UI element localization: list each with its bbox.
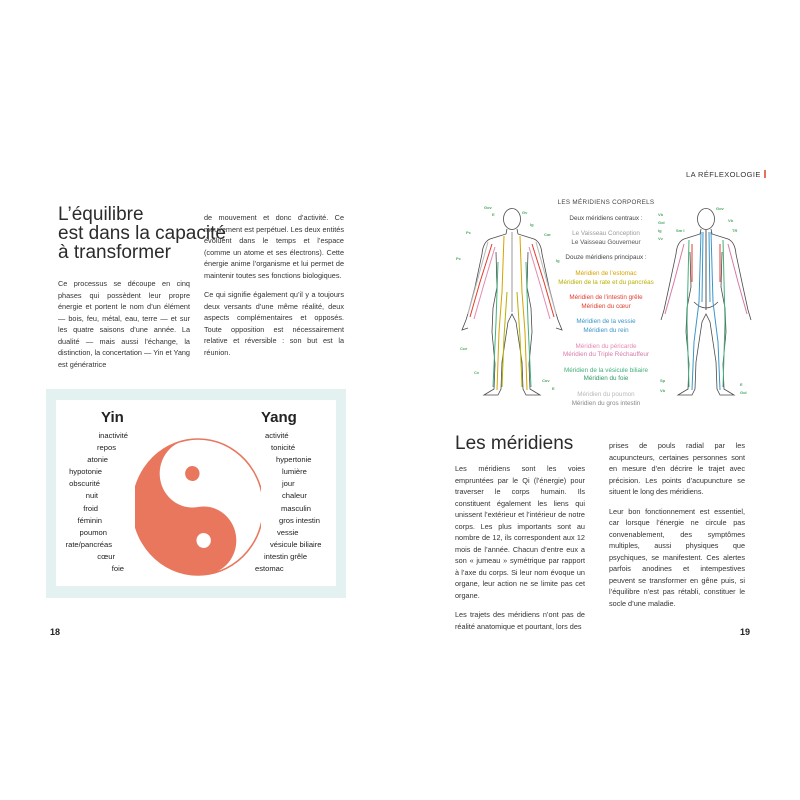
paragraph: Leur bon fonctionnement est essentiel, car lorsque l’énergie ne circule pas convenablement, des symptômes multiples, aussi physiques que psychiques, se manifestent. Ces alertes parfois anodines et intempestives peuvent se transformer en gêne puis, si l’équilibre n’est pas rétabli, constituer le socle d’une maladie. [609,506,745,608]
meridian-label: Cce [460,346,468,351]
yin-item: foie [111,564,124,574]
legend-item: Méridien du péricarde [575,342,637,350]
yang-item: lumière [282,467,307,477]
legend-item: Méridien du rein [583,326,629,334]
yin-item: obscurité [69,479,100,489]
yin-item: rate/pancréas [65,539,112,549]
meridian-label: Ig [530,222,534,227]
meridian-label: E [492,212,495,217]
yang-item: hypertonie [276,455,312,465]
meridian-label: Ig [556,258,560,263]
left-page-title: L’équilibre est dans la capacité à transformer [58,204,226,263]
main-meridians-heading: Douze méridiens principaux : [565,254,647,262]
paragraph: Ce processus se découpe en cinq phases qui possèdent leur propre énergie et portent le nom d’un élément — bois, feu, métal, eau, terre — et sur les quatre saisons d’une année. La dualité — mais aussi l’échange, la distinction, la concertation — Yin et Yang est génératrice [58,279,190,369]
paragraph: de mouvement et donc d’activité. Ce mouvement est perpétuel. Les deux entités évoluent dans le temps et l’espace (comme un atome et ses électrons). Cette énergie anime l’organisme et lui permet de maintenir toutes ses fonctions biologiques. [204,213,344,280]
yang-item: masculin [281,503,311,513]
central-meridians-heading: Deux méridiens centraux : [569,214,643,222]
meridian-label: Vb [658,212,664,217]
yin-item: inactivité [98,431,128,440]
yang-item: jour [282,479,295,489]
back-body-figure [656,202,756,402]
yang-item: intestin grêle [264,551,308,561]
legend-item: Méridien de la vessie [576,318,636,326]
paragraph: prises de pouls radial par les acupuncteurs, certaines personnes sont en mesure d’en décrire le trajet avec précision. Les points d’acupuncture se situent le long des méridiens. [609,441,745,496]
legend-item: Le Vaisseau Conception [572,230,640,238]
meridian-label: E [552,386,555,391]
meridian-label: Cœ [544,232,551,237]
meridian-label: Gov [484,205,492,210]
yin-item: nuit [85,491,98,501]
legend-item: Méridien du Triple Réchauffeur [563,351,649,359]
meridian-label: Sp [660,378,666,383]
right-body-column-2 [609,440,745,609]
yin-item: féminin [77,515,102,525]
legend-item: Méridien de la vésicule biliaire [564,366,648,374]
legend-item: Méridien du poumon [577,390,635,398]
left-body-column-2 [204,212,344,358]
figure-title: LES MÉRIDIENS CORPORELS [557,199,655,206]
meridian-label: E [740,382,743,387]
yang-item: vésicule biliaire [270,539,322,549]
paragraph: Les trajets des méridiens n’ont pas de réalité anatomique et pourtant, lors des [455,610,585,631]
meridian-label: Ig [658,228,662,233]
yang-title: Yang [261,409,297,426]
legend-item: Méridien de l’estomac [575,269,637,277]
meridian-label: Vb [660,388,666,393]
yin-item: poumon [79,527,107,537]
meridian-label: Cv [474,370,480,375]
yang-item: chaleur [282,491,307,501]
yang-list [254,430,344,575]
meridian-label: Sm I [676,228,685,233]
meridian-label: Pc [466,230,471,235]
yin-item: atonie [87,455,108,465]
yin-item: hypotonie [69,467,102,477]
yang-item: gros intestin [279,515,320,525]
legend-item: Méridien du gros intestin [571,399,641,407]
right-page-title: Les méridiens [455,433,574,454]
running-header: LA RÉFLEXOLOGIE [686,170,766,179]
legend-item: Le Vaisseau Gouverneur [571,238,641,246]
legend-item: Méridien du cœur [581,302,631,310]
yin-yang-symbol [135,424,261,590]
yang-item: estomac [255,564,284,574]
page-number-right: 19 [740,627,751,637]
meridian-label: Vv [658,236,663,241]
meridian-label: Pc [456,256,461,261]
yang-item: tonicité [271,443,296,453]
yin-item: repos [97,443,116,453]
meridians-legend [550,199,662,408]
page-number-left: 18 [50,627,61,637]
meridian-label: Vb [728,218,734,223]
meridian-label: TR [732,228,738,233]
yin-item: cœur [97,551,115,561]
meridian-label: GoI [658,220,665,225]
legend-item: Méridien de l’intestin grêle [569,294,643,302]
yang-item: activité [265,431,289,440]
yin-list [58,430,130,575]
header-accent-bar [764,170,766,178]
legend-item: Méridien du foie [583,375,629,383]
legend-item: Méridien de la rate et du pancréas [558,278,654,286]
paragraph: Ce qui signifie également qu’il y a toujours deux versants d’une même réalité, deux aspects complémentaires et opposés. Toute opposition est nécessairement relative et réversible : son but est la réunion. [204,290,344,357]
meridian-label: Cov [542,378,550,383]
yang-item: vessie [277,527,299,537]
meridian-label: Gv [522,210,528,215]
yin-title: Yin [101,409,124,426]
left-body-column-1 [58,278,190,370]
right-body-column-1 [455,463,585,632]
paragraph: Les méridiens sont les voies empruntées par le Qi (l’énergie) pour traverser le corps humain. Ils constituent également les liens qui unissent l’extérieur et l’intérieur de notre corps. Les plus importants sont au nombre de 12, ils correspondent aux 12 mois de l’année. Chacun d’entre eux a son « jumeau » symétrique par rapport à l’axe du corps. Si leur nom évoque un organe, leur action ne se limite pas cet organe. [455,464,585,600]
yin-item: froid [83,503,98,513]
meridian-label: Gov [716,206,724,211]
meridian-label: GoI [740,390,747,395]
